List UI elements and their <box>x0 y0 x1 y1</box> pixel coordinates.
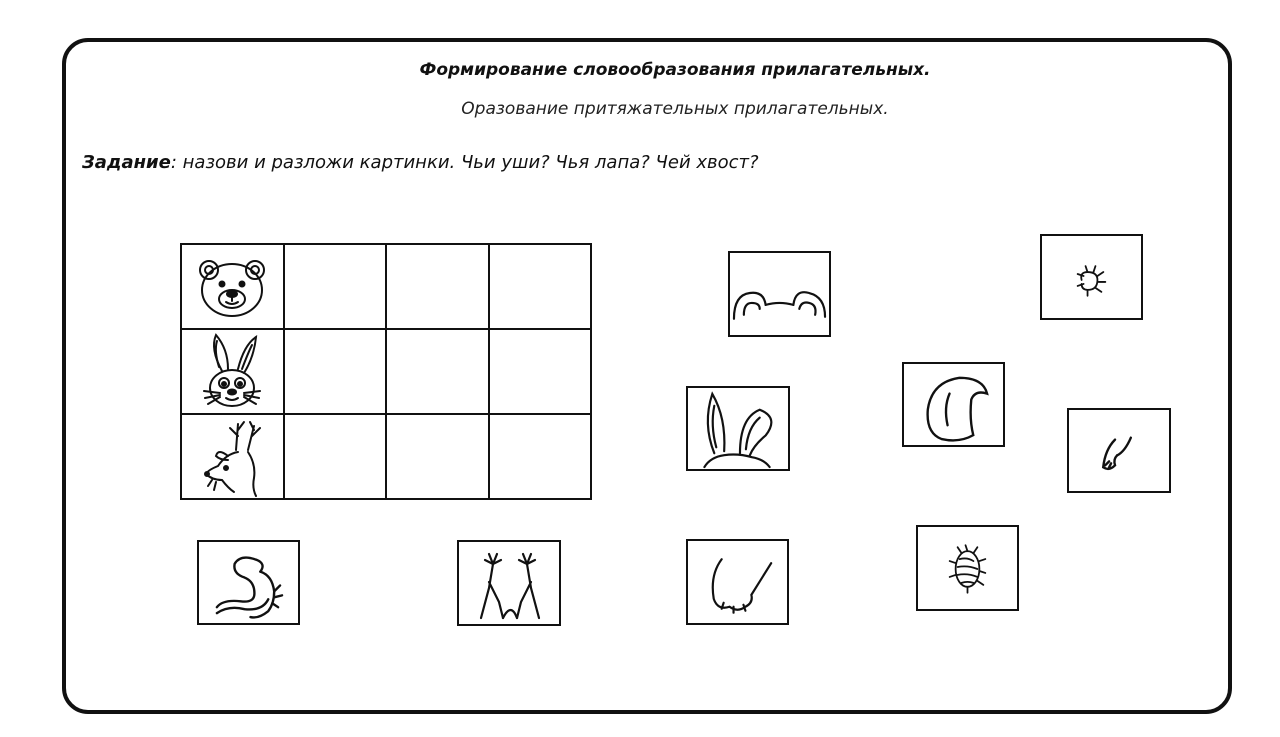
card-bear-tail[interactable] <box>1040 234 1143 320</box>
answer-grid <box>180 243 592 500</box>
grid-cell-deer-face <box>181 414 284 499</box>
card-squirrel-paw[interactable] <box>197 540 300 625</box>
grid-cell-bear-face <box>181 244 284 329</box>
grid-row-bear <box>181 244 591 329</box>
squirrel-tail-icon <box>904 364 1003 445</box>
card-bear-ears[interactable] <box>728 251 831 337</box>
grid-cell[interactable] <box>489 414 591 499</box>
grid-row-deer <box>181 414 591 499</box>
deer-face-icon <box>182 416 282 498</box>
hare-ears-icon <box>688 388 788 469</box>
task-instruction <box>82 152 759 173</box>
hare-face-icon <box>182 331 282 413</box>
grid-cell[interactable] <box>386 329 488 414</box>
grid-cell-hare-face <box>181 329 284 414</box>
task-label: Задание <box>82 152 171 173</box>
bear-face-icon <box>182 246 282 328</box>
deer-tail-icon <box>918 527 1017 609</box>
bear-tail-icon <box>1042 236 1141 318</box>
card-hare-ears[interactable] <box>686 386 790 471</box>
hare-paw-icon <box>1069 410 1169 491</box>
deer-antlers-icon <box>459 542 559 624</box>
card-deer-antlers[interactable] <box>457 540 561 626</box>
grid-cell[interactable] <box>284 414 386 499</box>
grid-cell[interactable] <box>386 414 488 499</box>
grid-cell[interactable] <box>284 329 386 414</box>
card-deer-tail[interactable] <box>916 525 1019 611</box>
grid-row-hare <box>181 329 591 414</box>
card-bear-paw[interactable] <box>686 539 789 625</box>
squirrel-paw-icon <box>199 542 298 623</box>
card-squirrel-tail[interactable] <box>902 362 1005 447</box>
card-hare-paw[interactable] <box>1067 408 1171 493</box>
worksheet-title: Формирование словообразования прилагательных. <box>419 60 931 80</box>
task-text: : назови и разложи картинки. Чьи уши? Чья лапа? Чей хвост? <box>170 152 759 173</box>
bear-ears-icon <box>730 253 829 335</box>
grid-cell[interactable] <box>489 329 591 414</box>
grid-cell[interactable] <box>489 244 591 329</box>
bear-paw-icon <box>688 541 787 623</box>
grid-cell[interactable] <box>386 244 488 329</box>
worksheet-subtitle: Оразование притяжательных прилагательных. <box>461 99 889 119</box>
grid-cell[interactable] <box>284 244 386 329</box>
